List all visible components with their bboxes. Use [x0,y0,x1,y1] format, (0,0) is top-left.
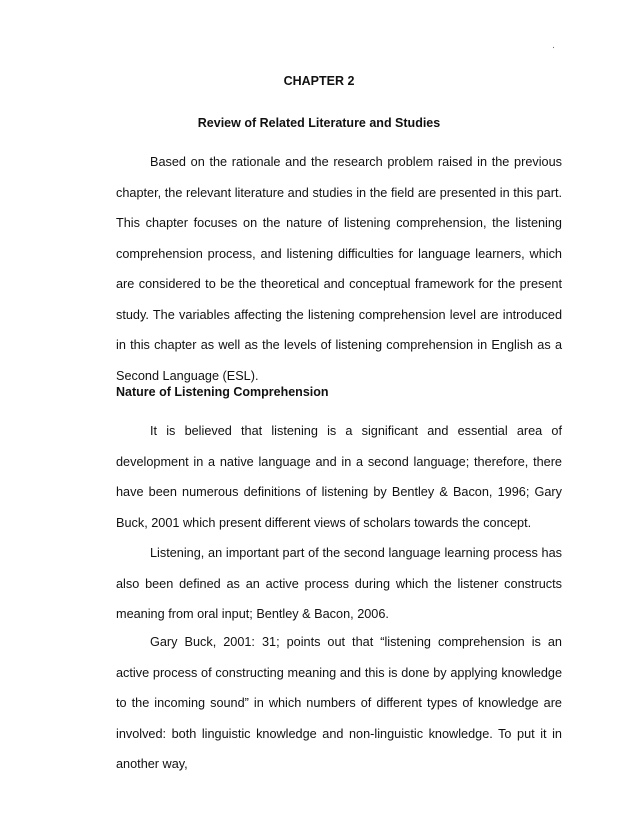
section-heading: Nature of Listening Comprehension [116,385,329,399]
chapter-subtitle: Review of Related Literature and Studies [197,116,441,130]
body-paragraph: Listening, an important part of the second language learning process has also been defined as an active process during which the listener constructs meaning from oral input; Bentley & Bacon, 2006. [116,546,562,621]
intro-paragraph: Based on the rationale and the research problem raised in the previous chapter, the relevant literature and studies in the field are presented in this part. This chapter focuses on the nature of listening comprehension, the listening comprehension process, and listening difficulties for language learners, which are considered to be the theoretical and conceptual framework for the present study. The variables affecting the listening comprehension level are introduced in this chapter as well as the levels of listening comprehension in English as a Second Language (ESL). [116,155,562,383]
chapter-title: CHAPTER 2 [283,74,355,88]
body-paragraph: It is believed that listening is a significant and essential area of development in a native language and in a second language; therefore, there have been numerous definitions of listening by Bentley & Bacon, 1996; Gary Buck, 2001 which present different views of scholars towards the concept. [116,424,562,530]
body-paragraph: Gary Buck, 2001: 31; points out that “listening comprehension is an active process of constructing meaning and this is done by applying knowledge to the incoming sound” in which numbers of different types of knowledge are involved: both linguistic knowledge and non-linguistic knowledge. To put it in another way, [116,635,562,771]
page-mark: ͺ [552,38,555,48]
